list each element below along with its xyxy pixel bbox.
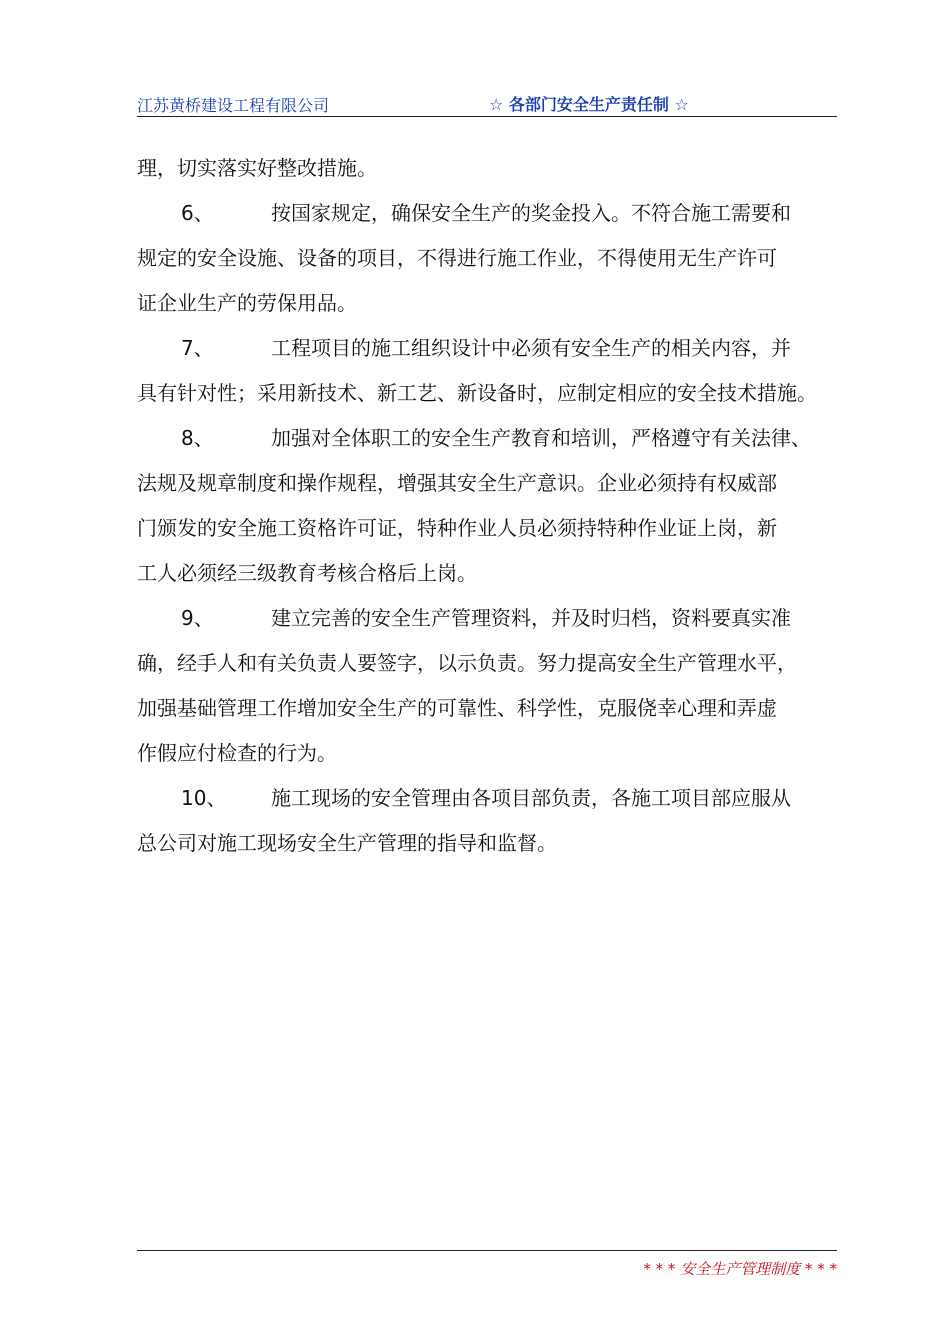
list-item-6 [137,191,847,236]
paragraph-line: 建立完善的安全生产管理资料，并及时归档，资料要真实准 [271,606,791,630]
page-header [137,90,837,116]
paragraph-line: 加强基础管理工作增加安全生产的可靠性、科学性，克服侥幸心理和弄虚 [137,696,777,720]
paragraph-line: 施工现场的安全管理由各项目部负责，各施工项目部应服从 [271,786,791,810]
page-footer: * * * 安全生产管理制度 * * * [643,1260,837,1278]
footer-divider [137,1250,837,1251]
paragraph-line: 作假应付检查的行为。 [137,741,337,765]
paragraph-line: 具有针对性；采用新技术、新工艺、新设备时，应制定相应的安全技术措施。 [137,381,817,405]
paragraph-line: 门颁发的安全施工资格许可证，特种作业人员必须持特种作业证上岗，新 [137,516,777,540]
list-item-8 [137,416,847,461]
document-body [137,146,847,866]
item-number: 10、 [181,786,227,810]
list-item-7 [137,326,847,371]
paragraph-line: 工程项目的施工组织设计中必须有安全生产的相关内容，并 [271,336,791,360]
paragraph-line: 证企业生产的劳保用品。 [137,291,357,315]
item-number: 9、 [181,606,214,630]
item-number: 7、 [181,336,214,360]
paragraph-line: 规定的安全设施、设备的项目，不得进行施工作业，不得使用无生产许可 [137,246,777,270]
paragraph-line: 加强对全体职工的安全生产教育和培训，严格遵守有关法律、 [271,426,811,450]
paragraph-line: 法规及规章制度和操作规程，增强其安全生产意识。企业必须持有权威部 [137,471,777,495]
paragraph-line: 工人必须经三级教育考核合格后上岗。 [137,561,477,585]
paragraph-line: 理，切实落实好整改措施。 [137,156,377,180]
list-item-9 [137,596,847,641]
header-divider [137,116,837,117]
list-item-10 [137,776,847,821]
item-number: 6、 [181,201,214,225]
paragraph-line: 总公司对施工现场安全生产管理的指导和监督。 [137,831,557,855]
company-name: 江苏黄桥建设工程有限公司 [137,96,330,115]
document-title: ☆ 各部门安全生产责任制 ☆ [489,95,689,114]
item-number: 8、 [181,426,214,450]
paragraph-line: 按国家规定，确保安全生产的奖金投入。不符合施工需要和 [271,201,791,225]
paragraph-line: 确，经手人和有关负责人要签字，以示负责。努力提高安全生产管理水平， [137,651,797,675]
